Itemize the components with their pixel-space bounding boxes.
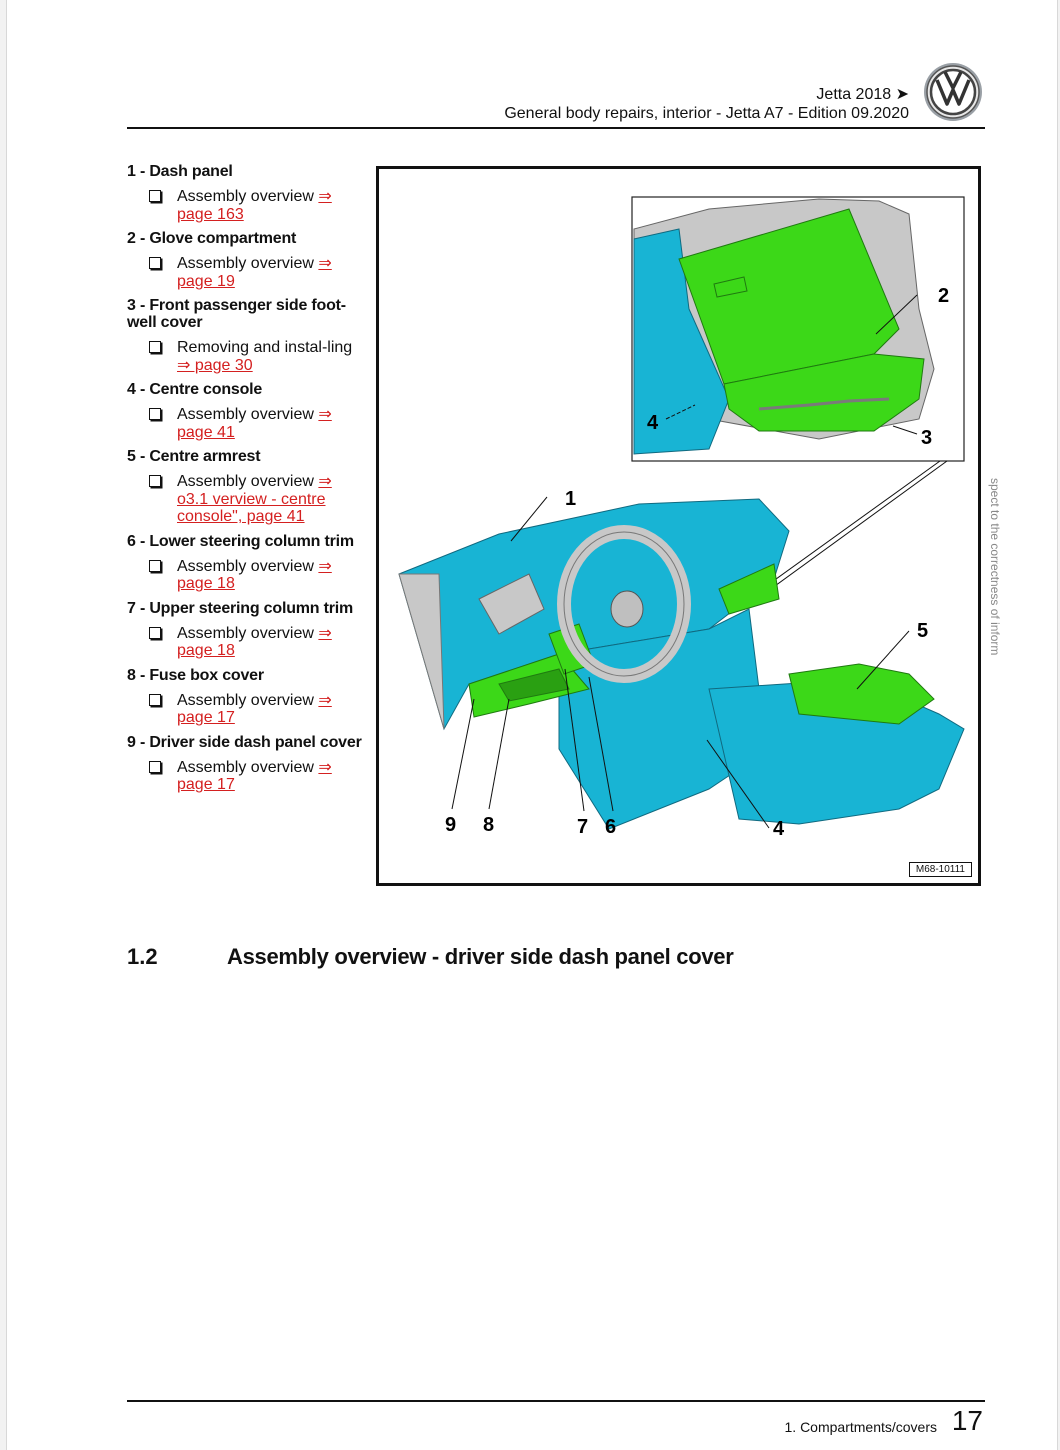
callout-9: 9	[445, 814, 457, 836]
leader-line-8	[489, 699, 509, 809]
legend-item-title: 4 - Centre console	[127, 381, 263, 398]
legend-item-title: 8 - Fuse box cover	[127, 666, 264, 684]
callout-2: 2	[938, 285, 950, 307]
footer-rule	[127, 1400, 985, 1402]
legend-bullet	[127, 625, 367, 660]
page-link[interactable]: ⇒ page 17	[177, 758, 332, 793]
page-link[interactable]: ⇒ page 19	[177, 255, 332, 290]
legend-item	[127, 230, 367, 290]
legend-item	[127, 297, 367, 374]
footer-chapter: 1. Compartments/covers	[784, 1419, 937, 1435]
dash-side-vent	[399, 574, 444, 729]
callout-6: 6	[605, 816, 617, 838]
watermark-text: spect to the correctness of inform	[988, 478, 1002, 656]
callout-3: 3	[921, 427, 933, 449]
checkbox-icon	[149, 475, 161, 487]
legend-item	[127, 163, 367, 223]
checkbox-icon	[149, 408, 161, 420]
legend-item	[127, 381, 367, 441]
legend-item-title: 5 - Centre armrest	[127, 448, 261, 465]
legend-item-title: 9 - Driver side dash panel cover	[127, 733, 362, 751]
page-link[interactable]: ⇒ page 18	[177, 624, 332, 659]
section-number: 1.2	[127, 944, 158, 969]
checkbox-icon	[149, 761, 161, 773]
bullet-text: Assembly overview	[177, 758, 314, 776]
parts-legend	[127, 163, 367, 801]
legend-bullet	[127, 255, 367, 290]
legend-item-title: 2 - Glove compartment	[127, 230, 297, 247]
steering-hub	[611, 591, 643, 627]
document-page	[6, 0, 1058, 1450]
page-link[interactable]: ⇒ page 17	[177, 691, 332, 726]
legend-item-title: 7 - Upper steering column trim	[127, 599, 354, 617]
bullet-text: Assembly overview	[177, 473, 314, 490]
legend-bullet	[127, 406, 367, 441]
bullet-text: Assembly overview	[177, 691, 314, 709]
page-link[interactable]: ⇒ page 30	[177, 356, 253, 374]
checkbox-icon	[149, 190, 161, 202]
exploded-view-figure	[376, 166, 981, 886]
callout-8: 8	[483, 814, 495, 836]
legend-bullet	[127, 759, 367, 794]
bullet-text: Assembly overview	[177, 188, 314, 205]
legend-item	[127, 600, 367, 660]
legend-item	[127, 667, 367, 727]
bullet-text: Assembly overview	[177, 624, 314, 642]
checkbox-icon	[149, 560, 161, 572]
armrest-part-5	[789, 664, 934, 724]
checkbox-icon	[149, 341, 161, 353]
callout-5: 5	[917, 620, 929, 642]
checkbox-icon	[149, 694, 161, 706]
legend-item	[127, 734, 367, 794]
page-link[interactable]: ⇒ page 163	[177, 188, 332, 223]
bullet-text: Removing and instal-ling	[177, 339, 353, 356]
section-title: Assembly overview - driver side dash panel cover	[227, 944, 734, 969]
callout-1: 1	[565, 488, 577, 510]
checkbox-icon	[149, 257, 161, 269]
page-link[interactable]: ⇒ page 18	[177, 557, 332, 592]
legend-bullet	[127, 558, 367, 593]
legend-item-title: 1 - Dash panel	[127, 163, 233, 180]
bullet-text: Assembly overview	[177, 557, 314, 575]
header-subtitle: General body repairs, interior - Jetta A7 - Edition 09.2020	[504, 105, 909, 122]
header-rule	[127, 127, 985, 129]
legend-item	[127, 448, 367, 526]
dashboard-illustration	[379, 169, 978, 883]
page-link[interactable]: ⇒ page 41	[177, 406, 332, 441]
callout-7: 7	[577, 816, 589, 838]
legend-item-title: 6 - Lower steering column trim	[127, 532, 354, 550]
bullet-text: Assembly overview	[177, 406, 314, 423]
header-title: Jetta 2018 ➤	[816, 86, 909, 103]
page-number: 17	[951, 1405, 983, 1436]
bullet-text: Assembly overview	[177, 255, 314, 272]
checkbox-icon	[149, 627, 161, 639]
callout-4: 4	[773, 818, 785, 840]
callout-4-inset: 4	[647, 412, 659, 434]
legend-item-title: 3 - Front passenger side foot-well cover	[127, 297, 346, 331]
leader-line-9	[452, 699, 474, 809]
legend-item	[127, 533, 367, 593]
vw-logo-icon	[923, 62, 983, 122]
legend-bullet	[127, 188, 367, 223]
legend-bullet	[127, 339, 367, 374]
figure-code: M68-10111	[909, 862, 972, 877]
page-link[interactable]: ⇒ o3.1 verview - centre console", page 41	[177, 473, 332, 525]
legend-bullet	[127, 692, 367, 727]
legend-bullet	[127, 473, 367, 526]
